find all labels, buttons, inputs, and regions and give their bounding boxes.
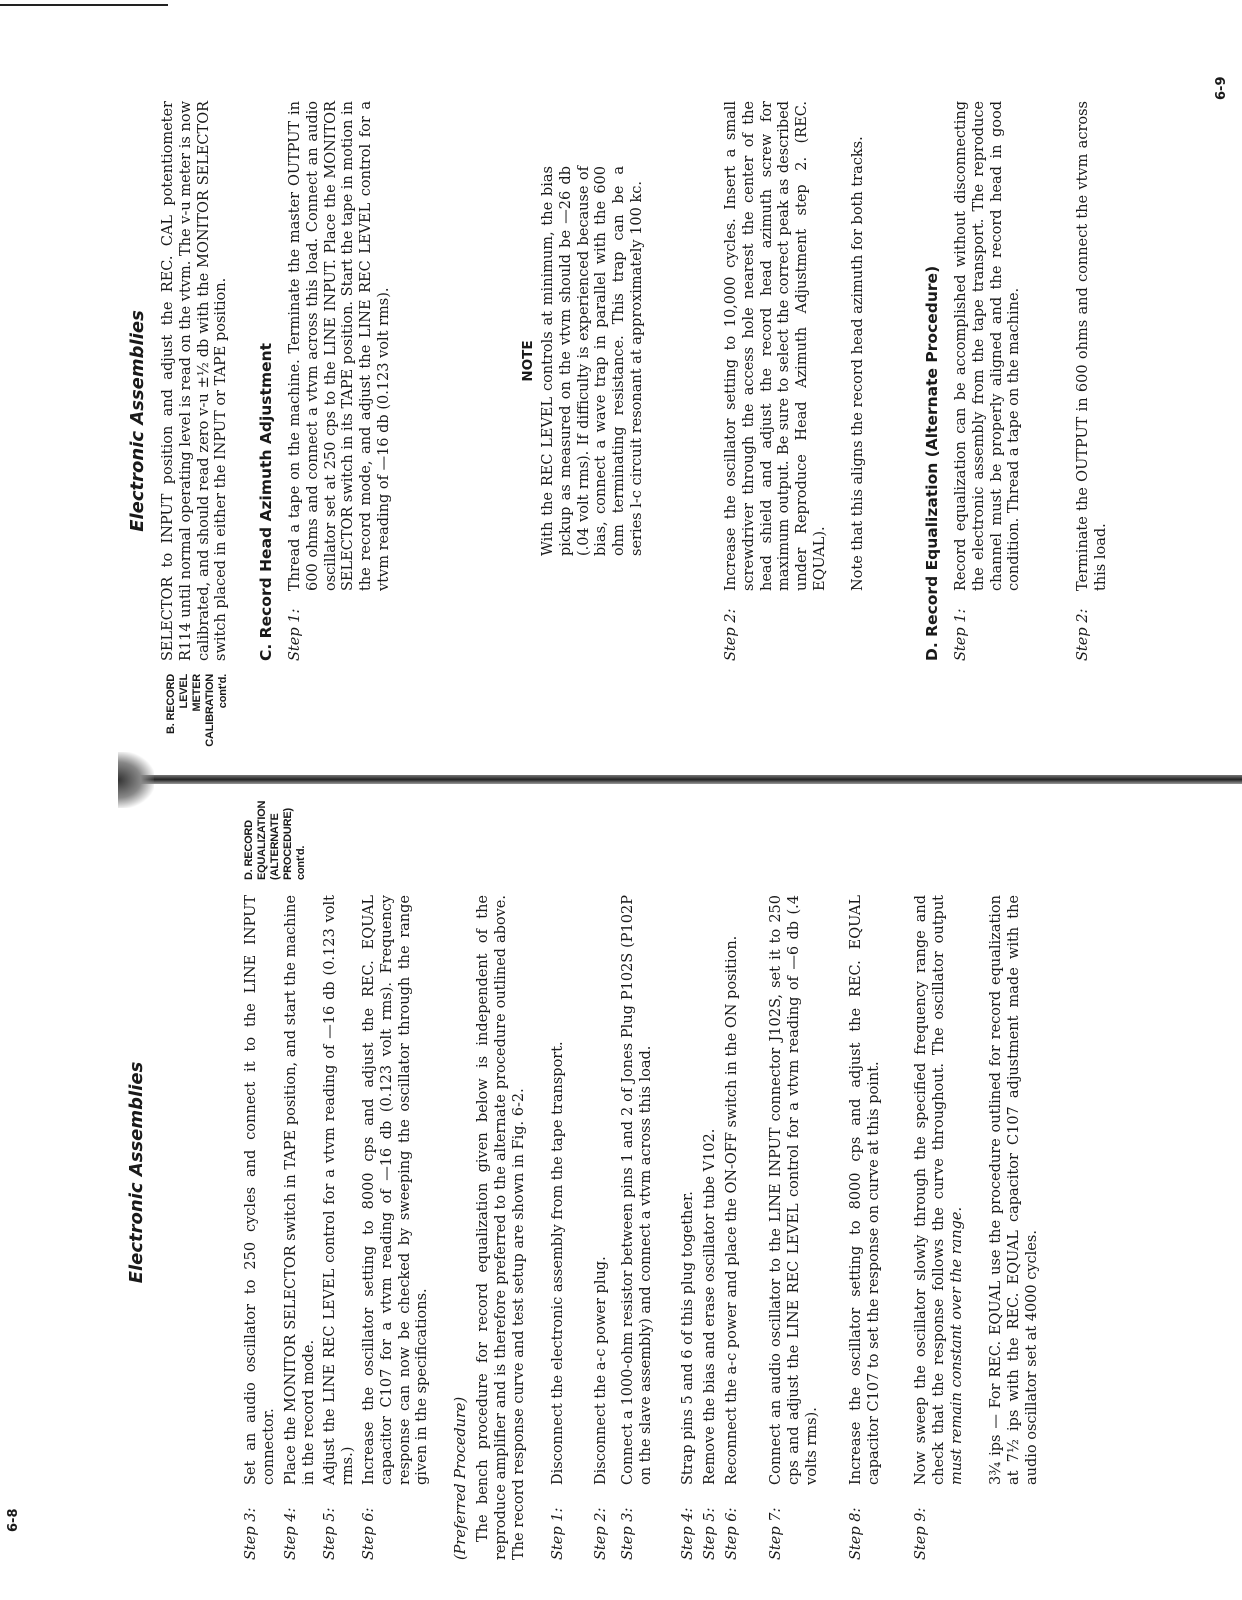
rb-step6-text: Reconnect the a-c power and place the ON-OFF switch in the ON position.: [724, 935, 740, 1485]
right-page-number: 6-9: [1214, 76, 1229, 100]
d-step1-text: Record equalization can be accomplished without disconnecting the electronic assembly from the tape transport. The reproduce channel must be properly aligned and the record head in good condition. Thread a tape on the machine.: [953, 101, 1023, 591]
d-step2-label: Step 2:: [1075, 608, 1091, 661]
rb-step2-label: Step 2:: [593, 1507, 609, 1560]
rb-step4-label: Step 4:: [680, 1507, 696, 1560]
c-step2-label: Step 2:: [723, 608, 739, 661]
top-rule: [0, 4, 168, 6]
right-page-header: Electronic Assemblies: [126, 1061, 147, 1284]
right-page: [118, 785, 1178, 1560]
page-fold-line: [120, 775, 1242, 784]
rb-step2-text: Disconnect the a-c power plug.: [593, 1256, 609, 1485]
c-step1-text: Thread a tape on the machine. Terminate the master OUTPUT in 600 ohms and connect a vtvm across this load. Connect an audio oscillator set at 250 cps to the LINE INPUT. Place the MONITOR SELECTOR switch in its TAPE position. Start the tape in motion in the record mode, and adjust the LINE REC LEVEL control for a vtvm reading of —16 db (0.123 volt rms).: [287, 101, 392, 591]
r-step5-text: Adjust the LINE REC LEVEL control for a vtvm reading of —16 db (0.123 volt rms.): [322, 895, 356, 1485]
left-page-header: Electronic Assemblies: [127, 310, 148, 532]
preferred-intro: The bench procedure for record equalization given below is independent of the reproduce amplifier and is therefore preferred to the alternate procedure outlined above. The record response curve and test setup are shown in Fig. 6-2.: [475, 895, 527, 1560]
rb-step8-label: Step 8:: [848, 1507, 864, 1560]
d-step1-label: Step 1:: [953, 608, 969, 661]
rb-step3-label: Step 3:: [620, 1507, 636, 1560]
rb-step5-label: Step 5:: [702, 1507, 718, 1560]
r-step5-label: Step 5:: [322, 1507, 338, 1560]
c-step2-text: Increase the oscillator setting to 10,000 cycles. Insert a small screwdriver through the access hole nearest the center of the head shield and adjust the record head azimuth screw for maximum output. Be sure to select the correct peak as described under Reproduce Head Azimuth Adjustment step 2. (REC. EQUAL).: [723, 101, 828, 591]
note-text: With the REC LEVEL controls at minimum, the bias pickup as measured on the vtvm should be —26 db (.04 volt rms). If difficulty is experienced because of bias, connect a wave trap in parallel with the 600 ohm terminating resistance. This trap can be a series l-c circuit resonant at approximately 100 kc.: [540, 166, 645, 556]
rb-step1-label: Step 1:: [550, 1507, 566, 1560]
rb-step9-text: Now sweep the oscillator slowly through the specified frequency range and check that the response follows the curve throughout. The oscillator output must remain constant over the range.: [913, 895, 965, 1485]
rb-step1-text: Disconnect the electronic assembly from the tape transport.: [550, 1041, 566, 1485]
rb-step9-label: Step 9:: [913, 1507, 929, 1560]
right-margin-tag: D. RECORD EQUALIZATION (ALTERNATE PROCEDURE) cont'd.: [243, 800, 307, 880]
preferred-heading: (Preferred Procedure): [453, 1396, 469, 1560]
r-step3-text: Set an audio oscillator to 250 cycles and connect it to the LINE INPUT connector.: [243, 895, 277, 1485]
left-page: [115, 76, 1175, 766]
d-step2-text: Terminate the OUTPUT in 600 ohms and connect the vtvm across this load.: [1075, 101, 1109, 591]
rb-step4-text: Strap pins 5 and 6 of this plug together.: [680, 1191, 696, 1485]
r-step6-text: Increase the oscillator setting to 8000 cps and adjust the REC. EQUAL capacitor C107 for a vtvm reading of —16 db (0.123 volt rms). Frequency response can now be checked by sweeping the oscillator through the range given in the specifications.: [361, 895, 431, 1485]
rb-step9-note: 3¾ ips — For REC. EQUAL use the procedure outlined for record equalization at 7½ ips with the REC. EQUAL capacitor C107 adjustment made with the audio oscillator set at 4000 cycles.: [988, 895, 1040, 1485]
note-title: NOTE: [520, 340, 536, 382]
r-step4-text: Place the MONITOR SELECTOR switch in TAPE position, and start the machine in the record mode.: [283, 895, 317, 1485]
c-step1-label: Step 1:: [287, 608, 303, 661]
rb-step8-text: Increase the oscillator setting to 8000 cps and adjust the REC. EQUAL capacitor C107 to set the response on curve at this point.: [848, 895, 882, 1485]
section-c-title: C. Record Head Azimuth Adjustment: [257, 342, 275, 661]
r-step6-label: Step 6:: [361, 1507, 377, 1560]
section-d-title: D. Record Equalization (Alternate Procedure): [923, 265, 941, 661]
r-step4-label: Step 4:: [283, 1507, 299, 1560]
rb-step6-label: Step 6:: [724, 1507, 740, 1560]
rb-step5-text: Remove the bias and erase oscillator tube V102.: [702, 1128, 718, 1485]
intro-paragraph: SELECTOR to INPUT position and adjust the REC. CAL potentiometer R114 until normal operating level is read on the vtvm. The v-u meter is now calibrated, and should read zero v-u ±½ db with the MONITOR SELECTOR switch placed in either the INPUT or TAPE position.: [160, 101, 230, 661]
rb-step7-label: Step 7:: [768, 1507, 784, 1560]
r-step3-label: Step 3:: [243, 1507, 259, 1560]
c-step2-note: Note that this aligns the record head azimuth for both tracks.: [850, 136, 866, 591]
left-page-number: 6-8: [6, 1508, 21, 1532]
rb-step7-text: Connect an audio oscillator to the LINE INPUT connector J102S, set it to 250 cps and adjust the LINE REC LEVEL control for a vtvm reading of —6 db (.4 volts rms).: [768, 895, 820, 1485]
rb-step3-text: Connect a 1000-ohm resistor between pins 1 and 2 of Jones Plug P102S (P102P on the slave assembly) and connect a vtvm across this load.: [620, 895, 654, 1485]
left-margin-tag: B. RECORD LEVEL METER CALIBRATION cont'd.: [165, 674, 229, 747]
